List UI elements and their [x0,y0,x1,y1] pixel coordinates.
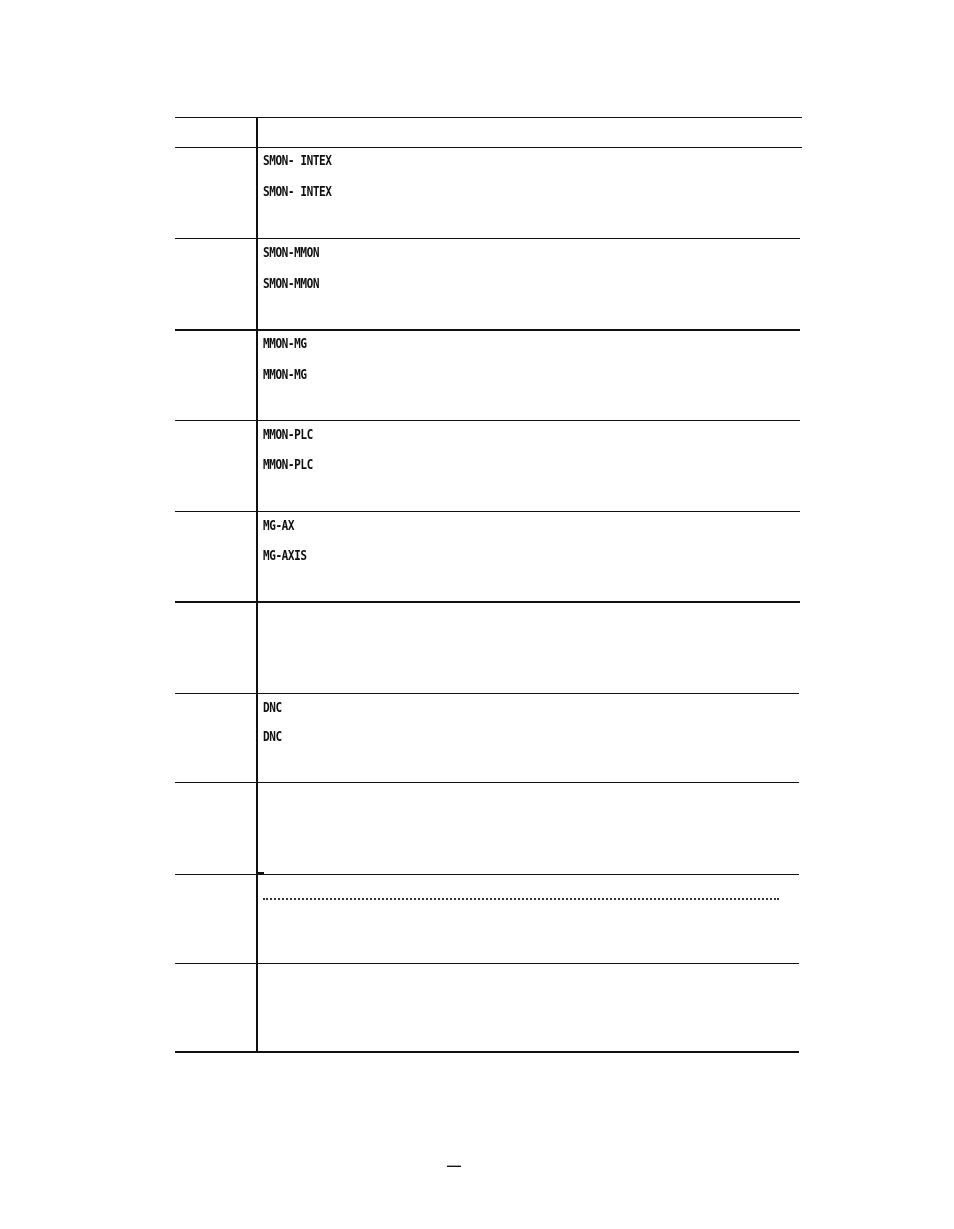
row-5-line-1: MG-AX [263,519,295,534]
row-1-line-1: SMON- INTEX [263,154,332,169]
row-3-line-1: MMON-MG [263,337,307,352]
row-7-line-2: DNC [263,730,282,745]
row-5-line-2: MG-AXIS [263,549,307,564]
row-7-line-1: DNC [263,701,282,716]
row-divider [175,693,799,694]
row-2-line-2: SMON-MMON [263,277,320,292]
page-number-mark: — [447,1157,461,1173]
row-3-line-2: MMON-MG [263,368,307,383]
row-divider [175,963,799,964]
column-tick [256,872,264,874]
column-divider [256,118,258,1053]
row-divider [175,238,800,239]
dotted-leader-line [263,898,779,900]
table-bottom-rule [175,1051,799,1053]
row-divider [175,782,799,783]
row-divider [175,874,799,875]
row-4-line-2: MMON-PLC [263,458,313,473]
row-divider [175,147,802,148]
table-top-rule [175,117,802,118]
row-4-line-1: MMON-PLC [263,428,313,443]
row-divider [175,420,800,421]
row-2-line-1: SMON-MMON [263,246,320,261]
row-divider [175,511,800,512]
row-divider [175,601,800,603]
row-1-line-2: SMON- INTEX [263,185,332,200]
row-divider [175,329,800,331]
